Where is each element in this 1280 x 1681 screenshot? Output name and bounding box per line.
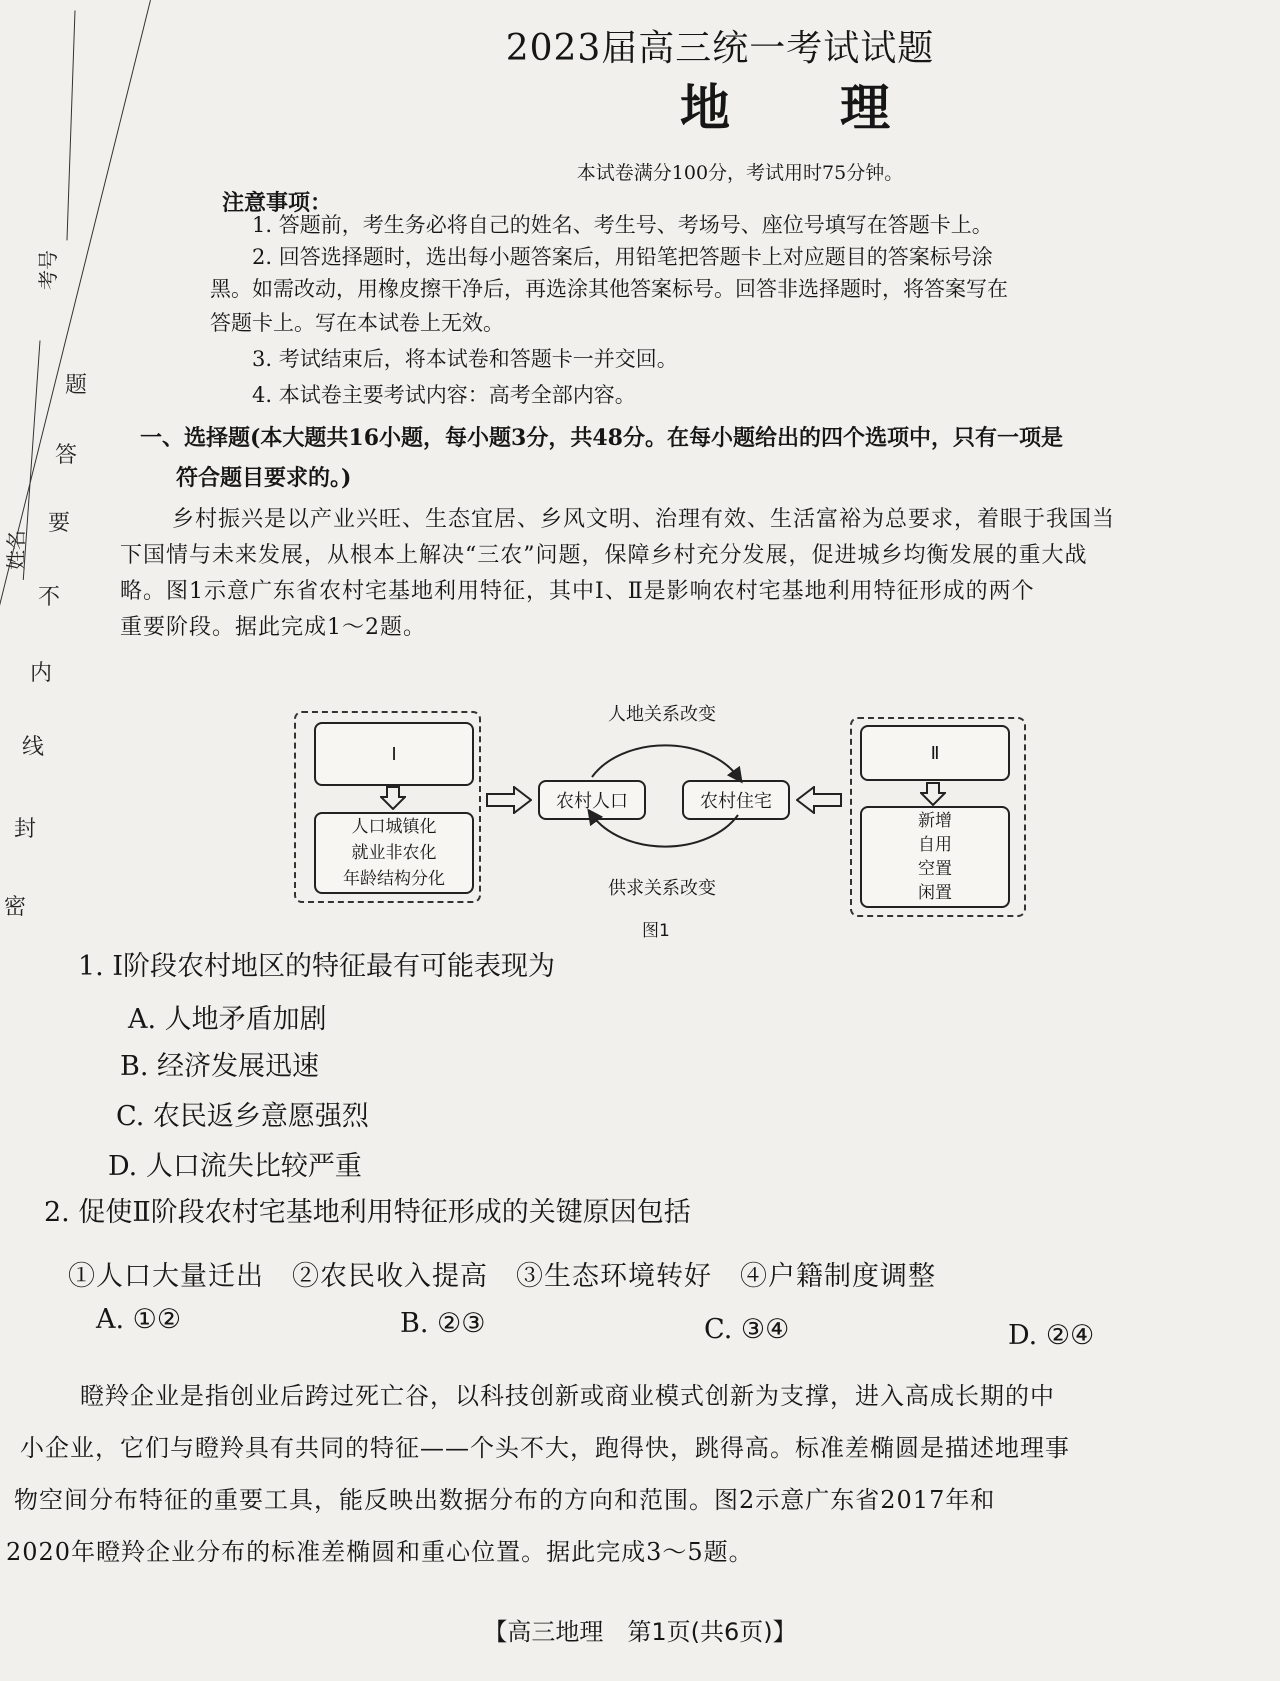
cycle-arcs <box>580 705 750 885</box>
seal-char: 要 <box>48 511 71 536</box>
stage-1-down-arrow <box>380 786 406 810</box>
left-arrow <box>796 786 842 814</box>
seal-char: 答 <box>55 443 78 468</box>
stage-2-items-box <box>860 806 1010 908</box>
passage-2 <box>6 1370 1276 1578</box>
stage-2-item: 新增 <box>918 811 952 831</box>
notice-item: 2. 回答选择题时，选出每小题答案后，用铅笔把答题卡上对应题目的答案标号涂 <box>252 245 993 269</box>
seal-char: 不 <box>38 585 61 610</box>
q2-option-d: D. ②④ <box>1008 1320 1095 1351</box>
exam-number-label: 考号 <box>36 250 60 290</box>
q2-option-a: A. ①② <box>96 1304 182 1335</box>
passage-line: 重要阶段。据此完成1～2题。 <box>120 615 426 640</box>
name-label: 姓名 <box>4 530 28 570</box>
passage-line: 2020年瞪羚企业分布的标准差椭圆和重心位置。据此完成3～5题。 <box>6 1538 754 1566</box>
notice-heading: 注意事项： <box>222 190 333 216</box>
rural-housing-box: 农村住宅 <box>682 780 790 820</box>
right-arrow <box>486 786 532 814</box>
page-footer: 【高三地理 第1页(共6页)】 <box>483 1618 797 1646</box>
q1-option-c: C. 农民返乡意愿强烈 <box>116 1101 369 1132</box>
passage-1 <box>120 502 1210 646</box>
seal-char: 封 <box>14 817 37 842</box>
notice-item: 黑。如需改动，用橡皮擦干净后，再选涂其他答案标号。回答非选择题时，将答案写在 <box>210 277 1008 301</box>
stage-1-box: Ⅰ <box>314 722 474 786</box>
stage-1-items-box <box>314 812 474 894</box>
stage-2-item: 自用 <box>918 835 952 855</box>
q1-option-b: B. 经济发展迅速 <box>120 1051 320 1082</box>
bottom-relation-label: 供求关系改变 <box>608 878 716 899</box>
subject-title: 地理 <box>680 78 1000 137</box>
seal-char: 内 <box>30 661 53 686</box>
notice-item: 1. 答题前，考生务必将自己的姓名、考生号、考场号、座位号填写在答题卡上。 <box>252 213 993 237</box>
seal-char: 线 <box>22 735 45 760</box>
q2-option-b: B. ②③ <box>400 1308 486 1339</box>
stage-2-down-arrow <box>920 782 946 806</box>
section-heading-line: 一、选择题(本大题共16小题，每小题3分，共48分。在每小题给出的四个选项中，只有一项是 <box>140 425 1063 451</box>
q2-stem: 2. 促使Ⅱ阶段农村宅基地利用特征形成的关键原因包括 <box>44 1197 691 1228</box>
q1-option-d: D. 人口流失比较严重 <box>108 1151 362 1182</box>
top-relation-label: 人地关系改变 <box>608 704 716 725</box>
section-heading-line: 符合题目要求的。) <box>176 465 352 491</box>
stage-2-box: Ⅱ <box>860 725 1010 781</box>
q1-option-a: A. 人地矛盾加剧 <box>128 1004 327 1035</box>
q1-stem: 1. Ⅰ阶段农村地区的特征最有可能表现为 <box>78 951 556 982</box>
stage-2-item: 空置 <box>918 859 952 879</box>
stage-1-item: 年龄结构分化 <box>343 869 445 889</box>
passage-line: 物空间分布特征的重要工具，能反映出数据分布的方向和范围。图2示意广东省2017年和 <box>14 1486 996 1514</box>
notice-item: 答题卡上。写在本试卷上无效。 <box>210 311 504 335</box>
passage-line: 下国情与未来发展，从根本上解决“三农”问题，保障乡村充分发展，促进城乡均衡发展的重大战 <box>120 543 1088 568</box>
passage-line: 瞪羚企业是指创业后跨过死亡谷，以科技创新或商业模式创新为支撑，进入高成长期的中 <box>80 1382 1055 1410</box>
figure-1-caption: 图1 <box>642 921 670 941</box>
stage-2-item: 闲置 <box>918 883 952 903</box>
notice-item: 4. 本试卷主要考试内容：高考全部内容。 <box>252 383 636 407</box>
seal-char: 题 <box>65 373 88 398</box>
q2-option-c: C. ③④ <box>704 1314 790 1345</box>
passage-line: 乡村振兴是以产业兴旺、生态宜居、乡风文明、治理有效、生活富裕为总要求，着眼于我国当 <box>172 507 1116 532</box>
q2-factors: ①人口大量迁出 ②农民收入提高 ③生态环境转好 ④户籍制度调整 <box>68 1261 936 1292</box>
seal-char: 密 <box>4 895 27 920</box>
passage-line: 略。图1示意广东省农村宅基地利用特征，其中Ⅰ、Ⅱ是影响农村宅基地利用特征形成的两个 <box>120 579 1035 604</box>
passage-line: 小企业，它们与瞪羚具有共同的特征——个头不大，跑得快，跳得高。标准差椭圆是描述地理事 <box>20 1434 1070 1462</box>
exam-title: 2023届高三统一考试试题 <box>505 28 935 69</box>
rural-population-box: 农村人口 <box>538 780 646 820</box>
stage-1-item: 人口城镇化 <box>351 817 437 837</box>
notice-item: 3. 考试结束后，将本试卷和答题卡一并交回。 <box>252 347 678 371</box>
score-info: 本试卷满分100分，考试用时75分钟。 <box>576 162 904 184</box>
section-heading <box>140 418 1220 498</box>
stage-1-item: 就业非农化 <box>351 843 437 863</box>
